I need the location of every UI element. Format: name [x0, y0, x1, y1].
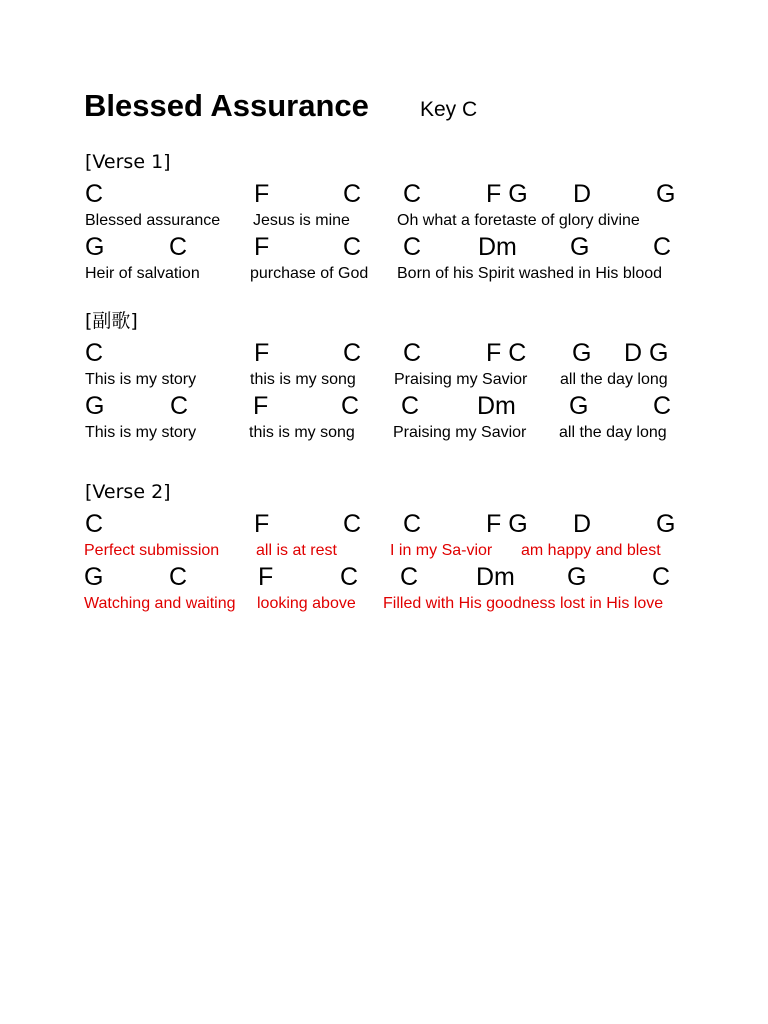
chord: F G [486, 510, 528, 538]
chord: C [85, 339, 104, 367]
chord: C [400, 563, 419, 591]
chord: C [403, 180, 422, 208]
chord: F [254, 180, 270, 208]
chord: D G [624, 339, 669, 367]
chord: C [403, 233, 422, 261]
lyric-segment: This is my story [85, 371, 197, 388]
chord: C [403, 510, 422, 538]
chord: C [343, 233, 362, 261]
lyric-segment: this is my song [249, 424, 355, 441]
lyric-segment: I in my Sa-vior [390, 542, 493, 559]
chord: G [656, 180, 676, 208]
chord: F [258, 563, 274, 591]
section-label-verse-2: [Verse 2] [85, 481, 171, 503]
chord: C [341, 392, 360, 420]
lyric-segment: am happy and blest [521, 542, 661, 559]
section-label-verse-1: [Verse 1] [85, 151, 171, 173]
chord: C [169, 563, 188, 591]
chord: F [254, 510, 270, 538]
chord: Dm [478, 233, 517, 261]
chord: C [403, 339, 422, 367]
lyric-segment: This is my story [85, 424, 197, 441]
chord: C [170, 392, 189, 420]
chord: G [656, 510, 676, 538]
song-key: Key C [420, 98, 478, 121]
chord: C [653, 233, 672, 261]
chord: F C [486, 339, 527, 367]
section-label-chorus: [副歌] [85, 310, 138, 332]
chord: C [343, 180, 362, 208]
chord: G [85, 233, 105, 261]
chord: F [254, 233, 270, 261]
song-title: Blessed Assurance [84, 88, 369, 123]
lyric-segment: looking above [257, 595, 356, 612]
chord: G [570, 233, 590, 261]
lyric-segment: Heir of salvation [85, 265, 200, 282]
chord: C [653, 392, 672, 420]
lyric-segment: Watching and waiting [84, 595, 236, 612]
chord: Dm [477, 392, 516, 420]
lyric-segment: all is at rest [256, 542, 337, 559]
chord: C [85, 510, 104, 538]
lyric-segment: all the day long [560, 371, 668, 388]
lyric-segment: Blessed assurance [85, 212, 221, 229]
lyric-segment: purchase of God [250, 265, 369, 282]
lyric-segment: Perfect submission [84, 542, 220, 559]
chord: C [343, 510, 362, 538]
lyric-segment: this is my song [250, 371, 356, 388]
chord: D [573, 180, 592, 208]
chord: F [253, 392, 269, 420]
chord: G [572, 339, 592, 367]
chord: C [85, 180, 104, 208]
chord: G [569, 392, 589, 420]
chord: D [573, 510, 592, 538]
lyric-segment: Born of his Spirit washed in His blood [397, 265, 663, 282]
lyric-segment: Praising my Savior [394, 371, 528, 388]
chord: C [652, 563, 671, 591]
chord: G [567, 563, 587, 591]
lyric-segment: Oh what a foretaste of glory divine [397, 212, 640, 229]
lyric-segment: Filled with His goodness lost in His love [383, 595, 664, 612]
chord: F G [486, 180, 528, 208]
chord: C [343, 339, 362, 367]
chord: C [340, 563, 359, 591]
chord: F [254, 339, 270, 367]
lyric-segment: all the day long [559, 424, 667, 441]
chord: C [401, 392, 420, 420]
lyric-segment: Praising my Savior [393, 424, 527, 441]
lyric-segment: Jesus is mine [253, 212, 350, 229]
chord: G [84, 563, 104, 591]
chord: G [85, 392, 105, 420]
chord: Dm [476, 563, 515, 591]
chord: C [169, 233, 188, 261]
